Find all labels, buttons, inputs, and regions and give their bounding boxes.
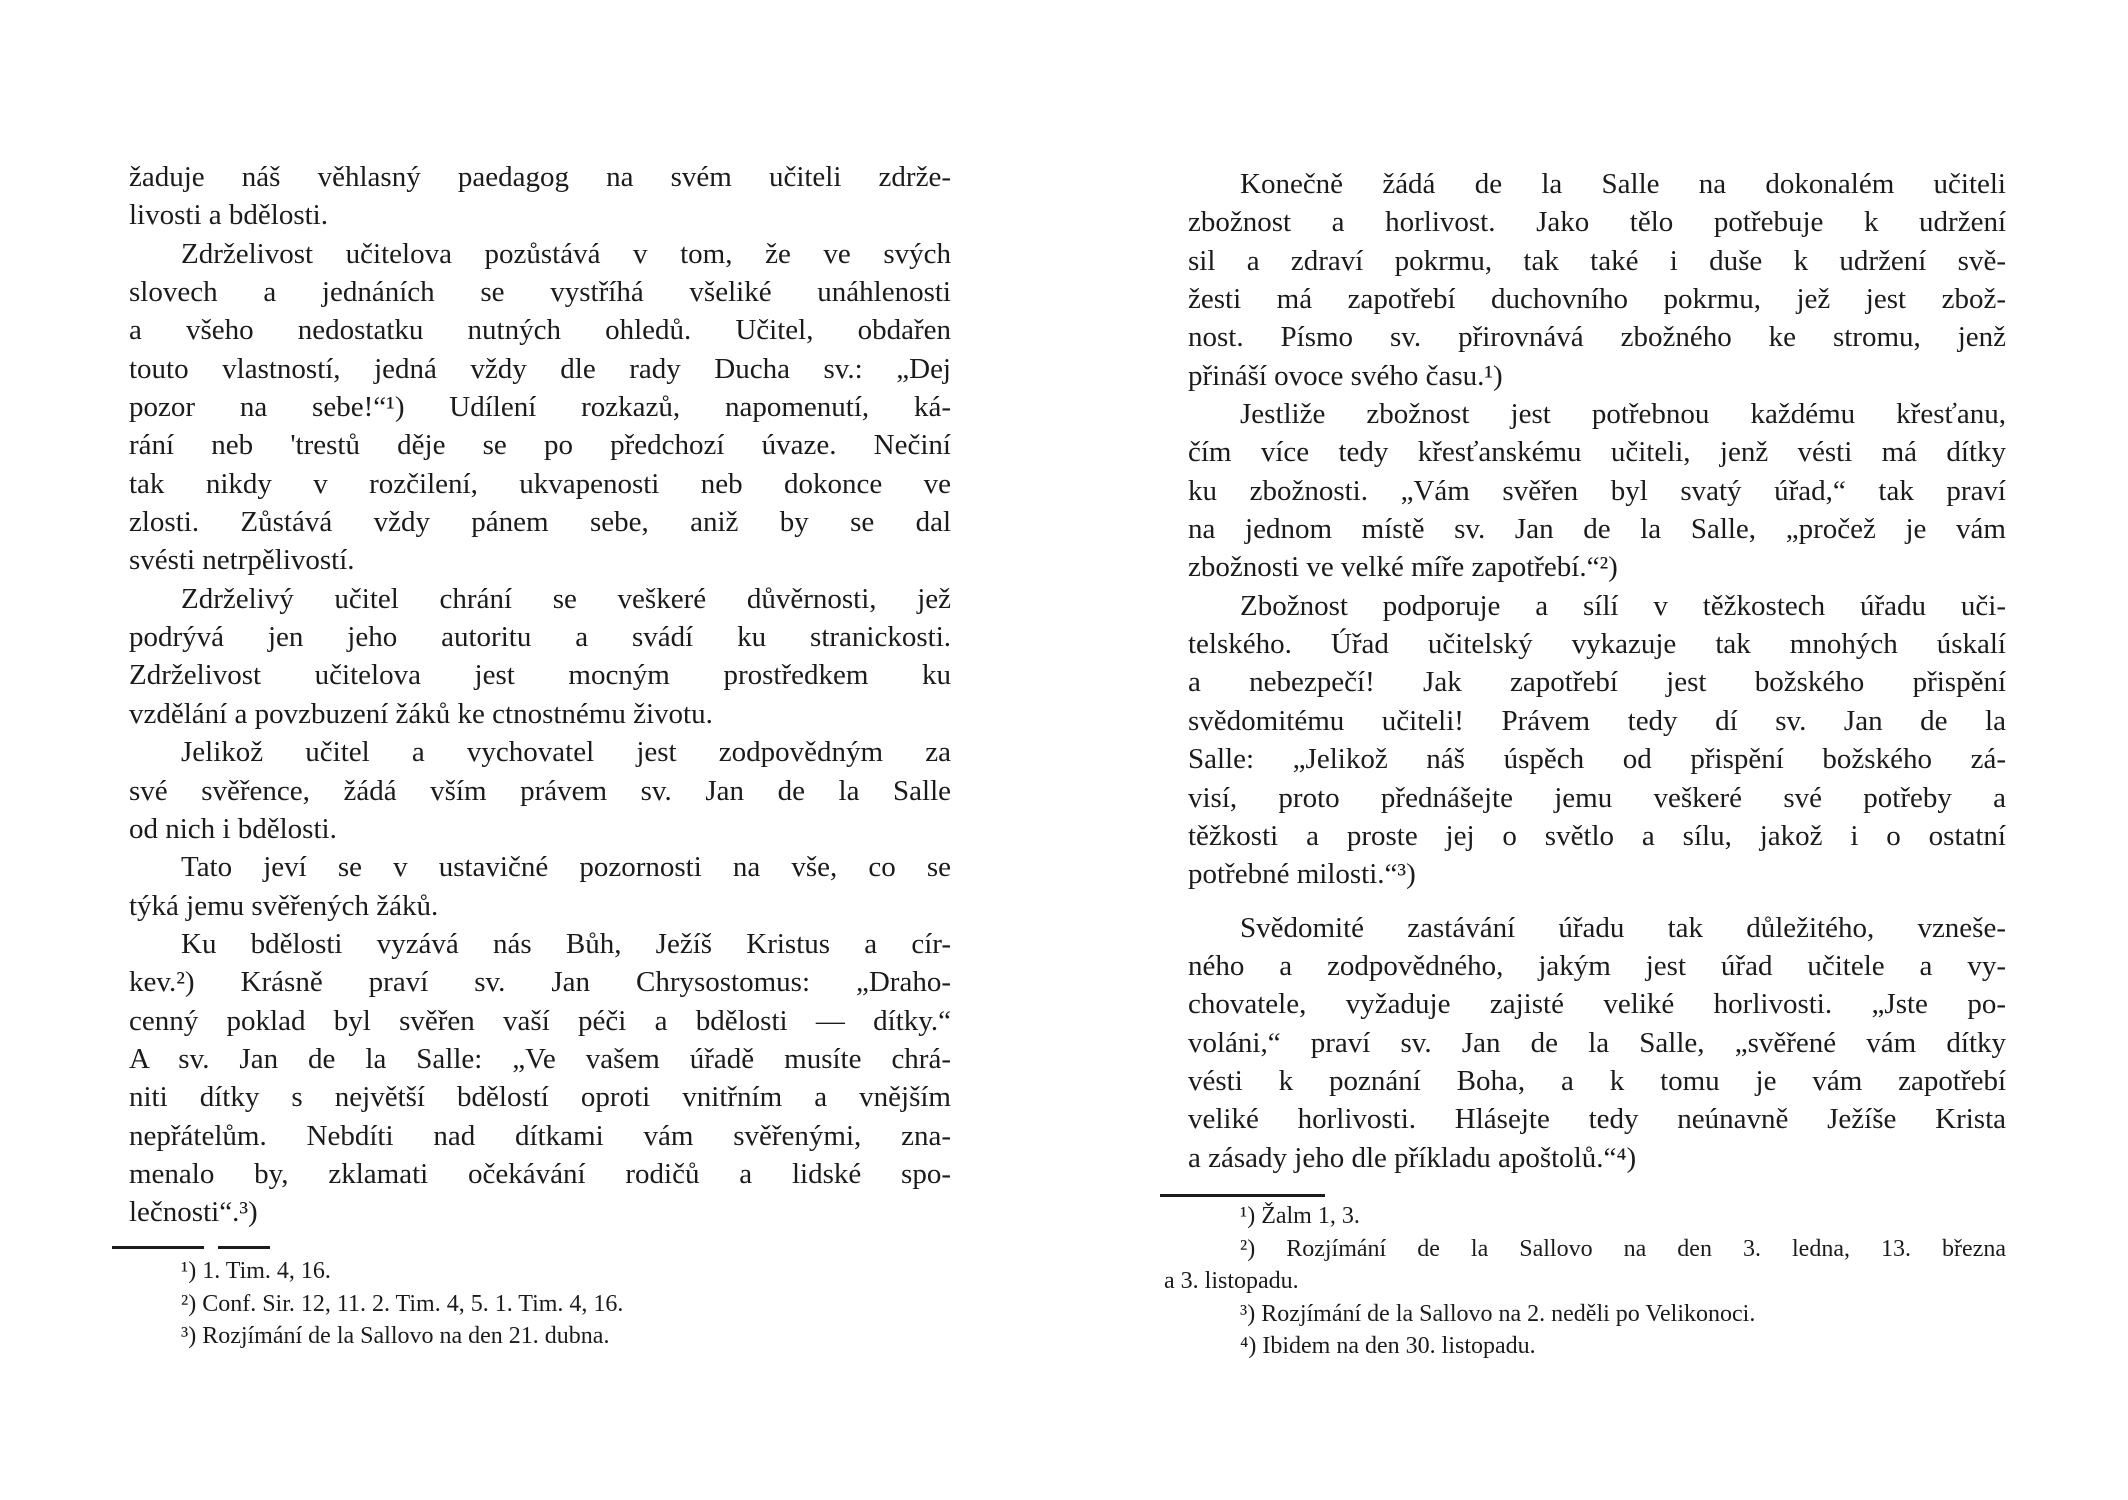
text-line: vésti k poznání Boha, a k tomu je vám zapotřebí: [1188, 1064, 2006, 1097]
text-line: tak nikdy v rozčilení, ukvapenosti neb dokonce ve: [129, 467, 951, 500]
footnote-line: ¹) Žalm 1, 3.: [1240, 1203, 1360, 1229]
text-line: slovech a jednáních se vystříhá všeliké unáhlenosti: [129, 276, 951, 309]
text-line: na jednom místě sv. Jan de la Salle, „pročež je vám: [1188, 513, 2006, 546]
text-line: Zbožnost podporuje a sílí v těžkostech úřadu uči-: [1240, 589, 2006, 622]
text-line: chovatele, vyžaduje zajisté veliké horlivosti. „Jste po-: [1188, 988, 2006, 1021]
footnote-line: ²) Rozjímání de la Sallovo na den 3. ledna, 13. března: [1240, 1235, 2006, 1262]
text-line: lečnosti“.³): [129, 1196, 258, 1229]
separator-dash: [112, 1246, 204, 1249]
text-line: podrývá jen jeho autoritu a svádí ku stranickosti.: [129, 621, 951, 654]
text-line: ného a zodpovědného, jakým jest úřad učitele a vy-: [1188, 949, 2006, 982]
right-page-footnotes: [1164, 1200, 2006, 1363]
text-line: pozor na sebe!“¹) Udílení rozkazů, napomenutí, ká-: [129, 391, 951, 424]
text-line: Jelikož učitel a vychovatel jest zodpovědným za: [181, 736, 951, 769]
text-line: a zásady jeho dle příkladu apoštolů.“⁴): [1188, 1141, 1637, 1174]
text-line: livosti a bdělosti.: [129, 199, 328, 232]
text-line: ku zbožnosti. „Vám svěřen byl svatý úřad,“ tak praví: [1188, 474, 2006, 507]
separator-dash: [218, 1246, 270, 1249]
text-line: zlosti. Zůstává vždy pánem sebe, aniž by se dal: [129, 506, 951, 539]
text-line: A sv. Jan de la Salle: „Ve vašem úřadě musíte chrá-: [129, 1042, 951, 1075]
footnote-line: ³) Rozjímání de la Sallovo na 2. neděli po Velikonoci.: [1240, 1300, 1756, 1327]
text-line: Jestliže zbožnost jest potřebnou každému křesťanu,: [1240, 398, 2006, 431]
text-line: vzdělání a povzbuzení žáků ke ctnostnému životu.: [129, 697, 713, 730]
text-line: zbožnosti ve velké míře zapotřebí.“²): [1188, 551, 1618, 584]
text-line: týká jemu svěřených žáků.: [129, 889, 439, 922]
footnote-line: ²) Conf. Sir. 12, 11. 2. Tim. 4, 5. 1. Tim. 4, 16.: [181, 1290, 624, 1317]
text-line: čím více tedy křesťanskému učiteli, jenž vésti má dítky: [1188, 436, 2006, 469]
text-line: touto vlastností, jedná vždy dle rady Ducha sv.: „Dej: [129, 352, 951, 385]
footnote-line: ¹) 1. Tim. 4, 16.: [181, 1258, 331, 1284]
text-line: a nebezpečí! Jak zapotřebí jest božského přispění: [1188, 666, 2006, 699]
footnote-separator: [112, 1238, 270, 1256]
text-line: voláni,“ praví sv. Jan de la Salle, „svěřené vám dítky: [1188, 1026, 2006, 1059]
text-line: Tato jeví se v ustavičné pozornosti na vše, co se: [181, 851, 951, 884]
text-line: zbožnost a horlivost. Jako tělo potřebuje k udržení: [1188, 206, 2006, 239]
footnote-line: ³) Rozjímání de la Sallovo na den 21. dubna.: [181, 1323, 610, 1349]
text-line: potřebné milosti.“³): [1188, 858, 1416, 891]
footnote-line: a 3. listopadu.: [1164, 1268, 1299, 1294]
text-line: Ku bdělosti vyzává nás Bůh, Ježíš Kristus a cír-: [181, 927, 951, 960]
text-line: Zdrželivost učitelova pozůstává v tom, že ve svých: [181, 237, 951, 270]
text-line: Zdrželivý učitel chrání se veškeré důvěrnosti, jež: [181, 582, 951, 615]
text-line: Svědomité zastávání úřadu tak důležitého, vzneše-: [1240, 911, 2006, 944]
text-line: a všeho nedostatku nutných ohledů. Učitel, obdařen: [129, 314, 951, 347]
text-line: rání neb 'trestů děje se po předchozí úvaze. Nečiní: [129, 429, 951, 462]
text-line: Zdrželivost učitelova jest mocným prostředkem ku: [129, 659, 951, 692]
text-line: menalo by, zklamati očekávání rodičů a lidské spo-: [129, 1157, 951, 1190]
text-line: Salle: „Jelikož náš úspěch od přispění božského zá-: [1188, 743, 2006, 776]
text-line: sil a zdraví pokrmu, tak také i duše k udržení svě-: [1188, 244, 2006, 277]
text-line: těžkosti a proste jej o světlo a sílu, jakož i o ostatní: [1188, 819, 2006, 852]
text-line: nost. Písmo sv. přirovnává zbožného ke stromu, jenž: [1188, 321, 2006, 354]
left-page-text: [129, 158, 951, 1232]
footnote-line: ⁴) Ibidem na den 30. listopadu.: [1240, 1333, 1536, 1359]
text-line: svésti netrpělivostí.: [129, 544, 355, 577]
text-line: telského. Úřad učitelský vykazuje tak mnohých úskalí: [1188, 628, 2006, 661]
text-line: nepřátelům. Nebdíti nad dítkami vám svěřenými, zna-: [129, 1119, 951, 1152]
text-line: Konečně žádá de la Salle na dokonalém učiteli: [1240, 168, 2006, 200]
text-line: visí, proto přednášejte jemu veškeré své potřeby a: [1188, 781, 2006, 814]
text-line: žesti má zapotřebí duchovního pokrmu, jež jest zbož-: [1188, 283, 2006, 316]
separator-dash: [1160, 1194, 1325, 1197]
right-page-text: [1188, 165, 2006, 1177]
text-line: svědomitému učiteli! Právem tedy dí sv. Jan de la: [1188, 704, 2006, 737]
text-line: veliké horlivosti. Hlásejte tedy neúnavně Ježíše Krista: [1188, 1103, 2006, 1136]
text-line: své svěřence, žádá vším právem sv. Jan de la Salle: [129, 774, 951, 807]
text-line: od nich i bdělosti.: [129, 812, 337, 845]
text-line: niti dítky s největší bdělostí oproti vnitřním a vnějším: [129, 1081, 951, 1114]
text-line: kev.²) Krásně praví sv. Jan Chrysostomus: „Draho-: [129, 966, 951, 999]
left-page-footnotes: [129, 1255, 951, 1353]
text-line: cenný poklad byl svěřen vaší péči a bdělosti — dítky.“: [129, 1004, 951, 1037]
text-line: žaduje náš věhlasný paedagog na svém učiteli zdrže-: [129, 161, 951, 193]
text-line: přináší ovoce svého času.¹): [1188, 359, 1503, 392]
